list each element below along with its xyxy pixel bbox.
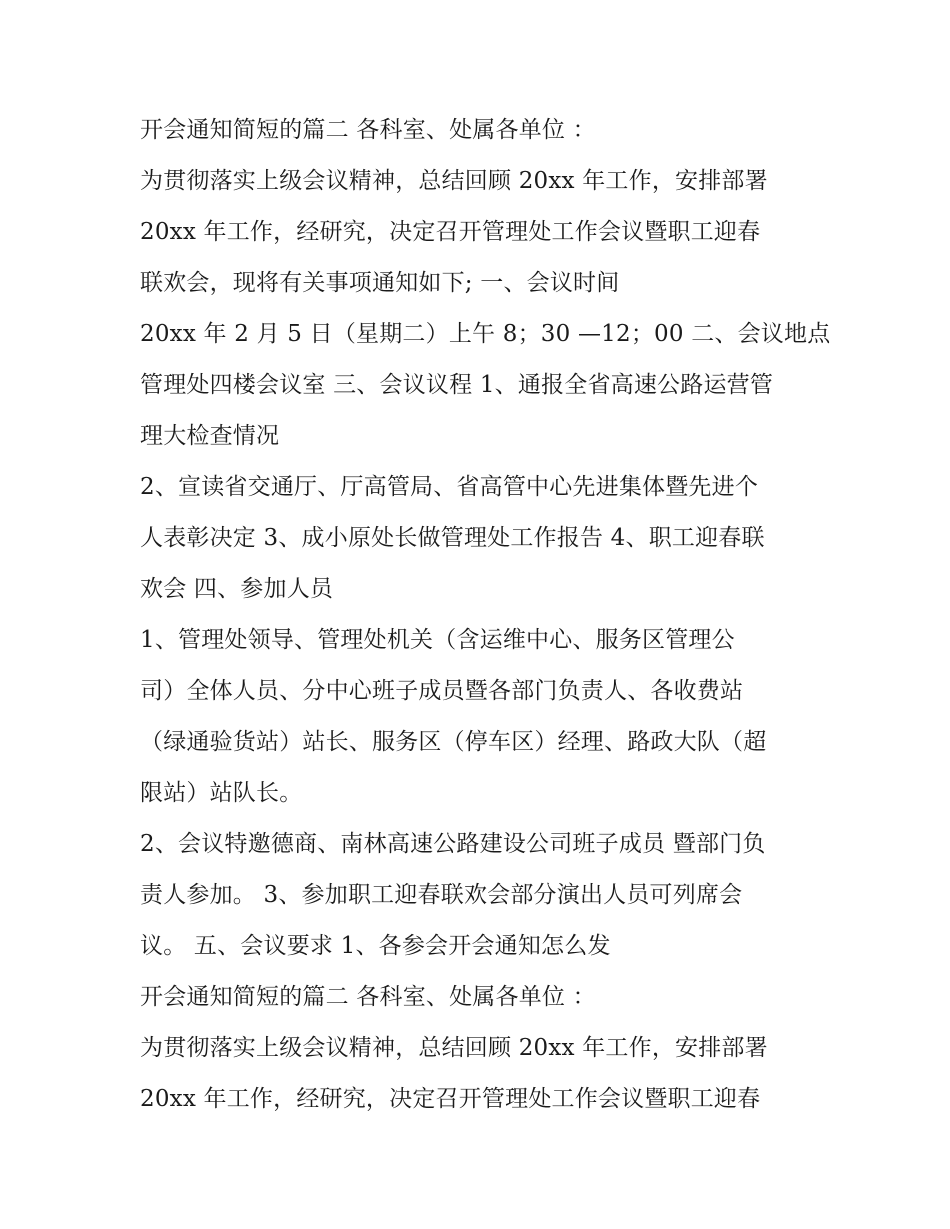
- text-line: 开会通知简短的篇二 各科室、处属各单位 ：: [140, 984, 596, 1010]
- text-line: 责人参加。 3、参加职工迎春联欢会部分演出人员可列席会: [140, 882, 743, 908]
- text-line: 司）全体人员、分中心班子成员暨各部门负责人、各收费站: [140, 678, 744, 704]
- text-line: 开会通知简短的篇二 各科室、处属各单位 ：: [140, 117, 596, 143]
- text-line: 20xx 年工作，经研究，决定召开管理处工作会议暨职工迎春: [140, 219, 761, 245]
- text-line: 管理处四楼会议室 三、会议议程 1、通报全省高速公路运营管: [140, 372, 774, 398]
- text-line: 限站）站队长。: [140, 780, 303, 806]
- text-line: 为贯彻落实上级会议精神，总结回顾 20xx 年工作，安排部署: [140, 1035, 768, 1061]
- text-line: （绿通验货站）站长、服务区（停车区）经理、路政大队（超: [140, 729, 767, 755]
- text-line: 2、宣读省交通厅、厅高管局、省高管中心先进集体暨先进个: [140, 474, 759, 500]
- text-line: 欢会 四、参加人员: [140, 576, 334, 602]
- text-line: 议。 五、会议要求 1、各参会开会通知怎么发: [140, 933, 611, 959]
- text-line: 人表彰决定 3、成小原处长做管理处工作报告 4、职工迎春联: [140, 525, 765, 551]
- text-line: 理大检查情况: [140, 423, 280, 449]
- text-line: 20xx 年工作，经研究，决定召开管理处工作会议暨职工迎春: [140, 1086, 761, 1112]
- text-line: 2、会议特邀德商、南林高速公路建设公司班子成员 暨部门负: [140, 831, 766, 857]
- text-line: 20xx 年 2 月 5 日（星期二）上午 8；30 —12；00 二、会议地点: [140, 321, 831, 347]
- text-line: 1、管理处领导、管理处机关（含运维中心、服务区管理公: [140, 627, 735, 653]
- body-text: [140, 108, 830, 1128]
- text-line: 联欢会，现将有关事项通知如下; 一、会议时间: [140, 270, 620, 296]
- text-line: 为贯彻落实上级会议精神，总结回顾 20xx 年工作，安排部署: [140, 168, 768, 194]
